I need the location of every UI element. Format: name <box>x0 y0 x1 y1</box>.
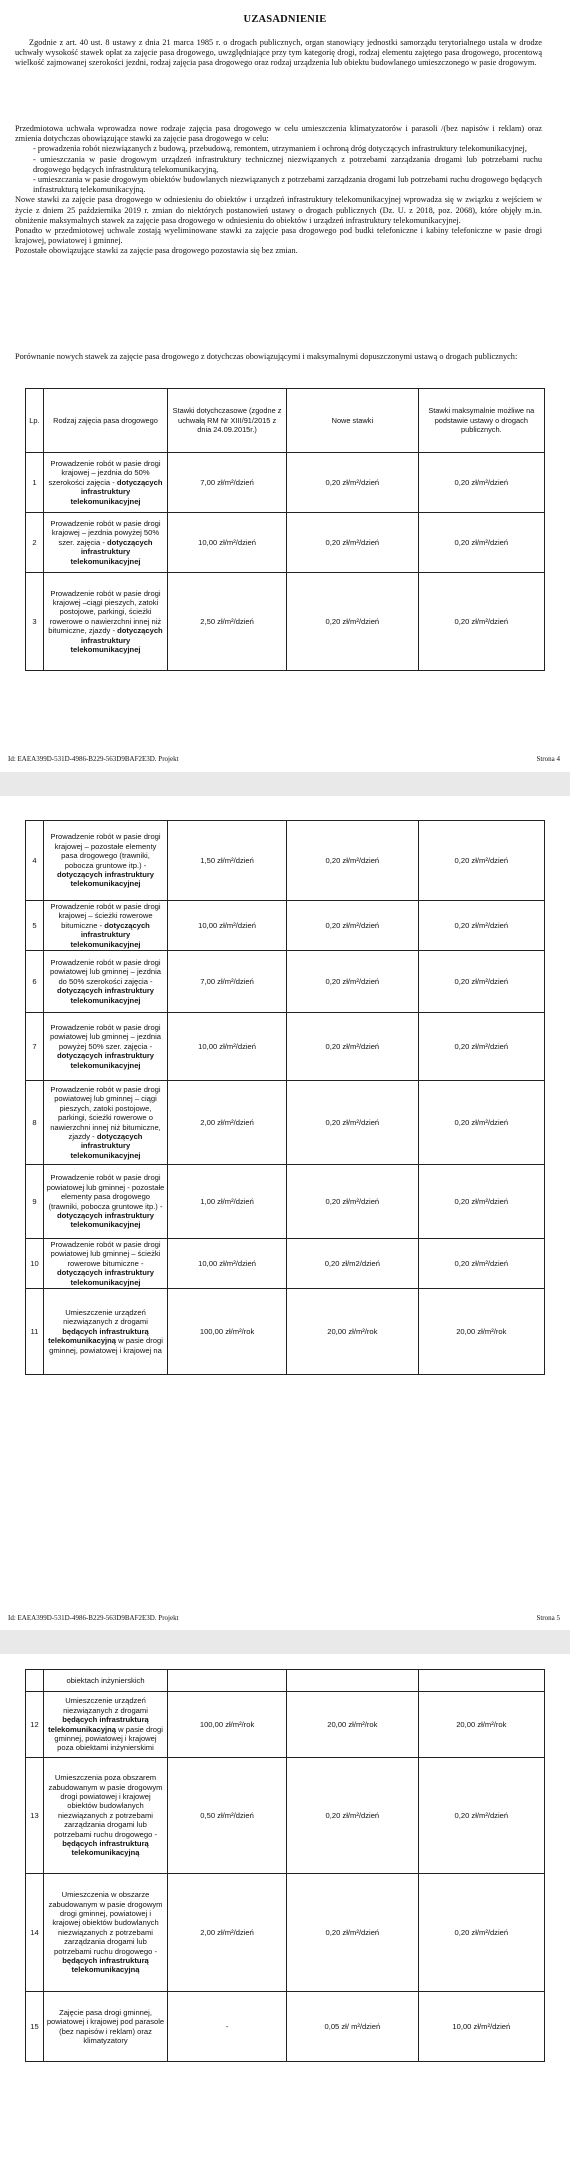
cell-lp: 3 <box>26 573 44 671</box>
cell-rodzaj-bold: będących infrastrukturą telekomunikacyjną <box>62 1839 149 1858</box>
cell-rodzaj-bold: dotyczących infrastruktury telekomunikacyjnej <box>56 1051 155 1070</box>
page-3 <box>0 1655 570 2163</box>
cell-stawki-maksymalne <box>418 1670 544 1692</box>
cell-nowe-stawki: 20,00 zł/m²/rok <box>287 1692 419 1758</box>
cell-rodzaj <box>43 901 167 951</box>
cell-rodzaj <box>43 951 167 1013</box>
cell-stawki-maksymalne: 0,20 zł/m²/dzień <box>418 1081 544 1165</box>
cell-rodzaj-text: Zajęcie pasa drogi gminnej, powiatowej i krajowej pod parasole (bez napisów i reklam) oraz klimatyzatory <box>46 2007 165 2045</box>
cell-nowe-stawki <box>287 1670 419 1692</box>
cell-nowe-stawki: 0,20 zł/m²/dzień <box>287 1874 419 1992</box>
table-row <box>26 1081 545 1165</box>
cell-rodzaj-text: Prowadzenie robót w pasie drogi powiatowej lub gminnej - pozostałe elementy pasa drogowego (trawniki, pobocza gruntowe itp.) - <box>46 1173 165 1211</box>
cell-stawki-maksymalne: 0,20 zł/m²/dzień <box>418 821 544 901</box>
cell-rodzaj-bold: będących infrastrukturą telekomunikacyjną <box>48 1715 149 1734</box>
cell-rodzaj-text: Prowadzenie robót w pasie drogi krajowej – jezdnia powyżej 50% szer. zajęcia - <box>50 518 161 547</box>
header-rodzaj: Rodzaj zajęcia pasa drogowego <box>43 389 167 453</box>
page-divider <box>0 1630 570 1654</box>
rates-table-part-1 <box>25 388 545 671</box>
cell-stawki-maksymalne: 0,20 zł/m²/dzień <box>418 951 544 1013</box>
cell-lp: 7 <box>26 1013 44 1081</box>
cell-rodzaj-text: obiektach inżynierskich <box>66 1675 145 1685</box>
cell-nowe-stawki: 0,20 zł/m²/dzień <box>287 821 419 901</box>
table-row <box>26 1992 545 2062</box>
footer-page-number: Strona 5 <box>536 1614 560 1622</box>
cell-stawki-dotychczasowe: 2,00 zł/m²/dzień <box>168 1874 287 1992</box>
cell-nowe-stawki: 0,20 zł/m²/dzień <box>287 951 419 1013</box>
cell-rodzaj <box>43 1081 167 1165</box>
cell-rodzaj <box>43 573 167 671</box>
table-row <box>26 1874 545 1992</box>
header-lp: Lp. <box>26 389 44 453</box>
table-row <box>26 951 545 1013</box>
cell-stawki-maksymalne: 0,20 zł/m²/dzień <box>418 901 544 951</box>
cell-rodzaj-text: Umieszczenie urządzeń niezwiązanych z drogami <box>63 1308 148 1327</box>
cell-nowe-stawki: 0,20 zł/m²/dzień <box>287 453 419 513</box>
cell-rodzaj <box>43 513 167 573</box>
cell-nowe-stawki: 20,00 zł/m²/rok <box>287 1289 419 1375</box>
cell-lp: 6 <box>26 951 44 1013</box>
change-item-2: - umieszczania w pasie drogowym urządzeń infrastruktury technicznej niezwiązanych z potrzebami zarządzania drogami lub potrzebami ruchu drogowego będących infrastrukturą telekomunikacyjną, <box>33 154 542 174</box>
table-row <box>26 901 545 951</box>
rates-table-part-2 <box>25 820 545 1375</box>
cell-rodzaj-text: Prowadzenie robót w pasie drogi krajowej – jezdnia do 50% szerokości zajęcia - <box>48 458 161 487</box>
cell-rodzaj-bold: dotyczących infrastruktury telekomunikacyjnej <box>70 477 163 506</box>
footer-page-number: Strona 4 <box>536 755 560 763</box>
table-header-row <box>26 389 545 453</box>
change-item-3: - umieszczania w pasie drogowym obiektów budowlanych niezwiązanych z potrzebami zarządzania drogami lub potrzebami ruchu drogowego będących infrastrukturą telekomunikacyjną. <box>33 175 542 195</box>
cell-rodzaj-text: Umieszczenia poza obszarem zabudowanym w pasie drogowym drogi powiatowej i krajowej obiektów budowlanych niezwiązanych z potrzebami zarządzania drogami lub potrzebami ruchu drogowego - <box>48 1773 163 1839</box>
cell-lp <box>26 1670 44 1692</box>
intro-text: Zgodnie z art. 40 ust. 8 ustawy z dnia 21 marca 1985 r. o drogach publicznych, organ stanowiący jednostki samorządu terytorialnego ustala w drodze uchwały wysokość stawek opłat za zajęcie pasa drogowego, uwzględniające przy tym kategorię drogi, rodzaj elementu zajętego pasa drogowego, procentową wielkość zajmowanej szerokości jezdni, rodzaj zajęcia pasa drogowego oraz rodzaj urządzenia lub obiektu budowlanego umieszczonego w pasie drogowym. <box>15 38 542 68</box>
cell-stawki-dotychczasowe: 2,00 zł/m²/dzień <box>168 1081 287 1165</box>
cell-rodzaj <box>43 1874 167 1992</box>
change-lead: Przedmiotowa uchwała wprowadza nowe rodzaje zajęcia pasa drogowego w celu umieszczenia klimatyzatorów i parasoli /(bez napisów i reklam) oraz zmienia dotychczas obowiązujące stawki za zajęcie pasa drogowego w celu: <box>15 124 542 144</box>
table-row <box>26 1289 545 1375</box>
cell-stawki-dotychczasowe: 7,00 zł/m²/dzień <box>168 951 287 1013</box>
table-row <box>26 1165 545 1239</box>
cell-stawki-dotychczasowe <box>168 1670 287 1692</box>
cell-rodzaj <box>43 1013 167 1081</box>
cell-rodzaj-bold: będących infrastrukturą telekomunikacyjną <box>48 1326 149 1346</box>
header-nowe-stawki: Nowe stawki <box>287 389 419 453</box>
header-stawki-maksymalne: Stawki maksymalnie możliwe na podstawie ustawy o drogach publicznych. <box>418 389 544 453</box>
cell-rodzaj-bold: będących infrastrukturą telekomunikacyjną <box>62 1956 149 1975</box>
cell-rodzaj <box>43 1289 167 1375</box>
cell-rodzaj <box>43 1692 167 1758</box>
cell-stawki-maksymalne: 0,20 zł/m²/dzień <box>418 453 544 513</box>
cell-nowe-stawki: 0,20 zł/m²/dzień <box>287 901 419 951</box>
table-row <box>26 453 545 513</box>
cell-nowe-stawki: 0,20 zł/m²/dzień <box>287 1165 419 1239</box>
cell-rodzaj-bold: dotyczących infrastruktury telekomunikacyjnej <box>70 537 153 566</box>
page-divider <box>0 772 570 796</box>
table-row <box>26 513 545 573</box>
cell-rodzaj-text: Prowadzenie robót w pasie drogi powiatowej lub gminnej – ciągi pieszych, zatoki postojowe, parkingi, ścieżki rowerowe o nawierzchni innej niż bitumiczne, zjazdy - <box>50 1084 161 1141</box>
change-item-1: - prowadzenia robót niezwiązanych z budową, przebudową, remontem, utrzymaniem i ochroną dróg dotyczących infrastruktury telekomunikacyjnej, <box>33 144 527 154</box>
cell-stawki-maksymalne: 0,20 zł/m²/dzień <box>418 1758 544 1874</box>
cell-rodzaj <box>43 453 167 513</box>
cell-rodzaj-text: Prowadzenie robót w pasie drogi powiatowej lub gminnej – jezdnia powyżej 50% szer. zajęcia - <box>49 1023 162 1051</box>
cell-stawki-maksymalne: 0,20 zł/m²/dzień <box>418 1874 544 1992</box>
cell-lp: 12 <box>26 1692 44 1758</box>
cell-rodzaj-text: Prowadzenie robót w pasie drogi krajowej – ścieżki rowerowe bitumiczne - <box>50 902 161 930</box>
cell-rodzaj-bold: dotyczących infrastruktury telekomunikacyjnej <box>56 869 155 889</box>
intro-paragraph <box>15 38 542 69</box>
cell-rodzaj-text: Umieszczenie urządzeń niezwiązanych z drogami <box>63 1696 148 1715</box>
cell-rodzaj <box>43 1165 167 1239</box>
cell-rodzaj <box>43 821 167 901</box>
change-description <box>15 124 542 257</box>
cell-nowe-stawki: 0,20 zł/m²/dzień <box>287 573 419 671</box>
table-row <box>26 1758 545 1874</box>
cell-nowe-stawki: 0,05 zł/ m²/dzień <box>287 1992 419 2062</box>
cell-stawki-maksymalne: 0,20 zł/m²/dzień <box>418 1013 544 1081</box>
cell-rodzaj-bold: dotyczących infrastruktury telekomunikacyjnej <box>70 1131 143 1160</box>
phone-booths-paragraph: Ponadto w przedmiotowej uchwale zostają wyeliminowane stawki za zajęcie pasa drogowego pod budki telefoniczne i kabiny telefoniczne w pasie drogi krajowej, powiatowej i gminnej. <box>15 226 542 246</box>
header-stawki-dotychczasowe: Stawki dotychczasowe (zgodne z uchwałą RM Nr XIII/91/2015 z dnia 24.09.2015r.) <box>168 389 287 453</box>
cell-stawki-maksymalne: 0,20 zł/m²/dzień <box>418 513 544 573</box>
footer-id: Id: EAEA399D-531D-4986-B229-563D9BAF2E3D. Projekt <box>8 755 179 763</box>
cell-nowe-stawki: 0,20 zł/m²/dzień <box>287 1758 419 1874</box>
cell-nowe-stawki: 0,20 zł/m²/dzień <box>287 1013 419 1081</box>
cell-lp: 15 <box>26 1992 44 2062</box>
cell-stawki-maksymalne: 10,00 zł/m²/dzień <box>418 1992 544 2062</box>
cell-stawki-dotychczasowe: 1,50 zł/m²/dzień <box>168 821 287 901</box>
cell-rodzaj-text: Umieszczenia w obszarze zabudowanym w pasie drogowym drogi gminnej, powiatowej i krajowej obiektów budowlanych niezwiązanych z potrzebami zarządzania drogami lub potrzebami ruchu drogowego - <box>48 1890 163 1956</box>
cell-stawki-dotychczasowe: 0,50 zł/m²/dzień <box>168 1758 287 1874</box>
table-row <box>26 1013 545 1081</box>
cell-lp: 11 <box>26 1289 44 1375</box>
cell-stawki-dotychczasowe: 1,00 zł/m²/dzień <box>168 1165 287 1239</box>
table-row <box>26 1692 545 1758</box>
cell-rodzaj-suffix: w pasie drogi gminnej, powiatowej i krajowej poza obiektami inżynierskimi <box>54 1724 163 1753</box>
cell-stawki-dotychczasowe: 10,00 zł/m²/dzień <box>168 1013 287 1081</box>
cell-rodzaj-bold: dotyczących infrastruktury telekomunikacyjnej <box>70 626 163 655</box>
cell-nowe-stawki: 0,20 zł/m2/dzień <box>287 1239 419 1289</box>
cell-rodzaj <box>43 1239 167 1289</box>
cell-rodzaj-text: Prowadzenie robót w pasie drogi powiatowej lub gminnej – ścieżki rowerowe bitumiczne - <box>50 1240 161 1268</box>
cell-lp: 8 <box>26 1081 44 1165</box>
table-row <box>26 1670 545 1692</box>
cell-stawki-maksymalne: 0,20 zł/m²/dzień <box>418 1239 544 1289</box>
table-row <box>26 1239 545 1289</box>
cell-stawki-dotychczasowe: 2,50 zł/m²/dzień <box>168 573 287 671</box>
cell-nowe-stawki: 0,20 zł/m²/dzień <box>287 513 419 573</box>
cell-stawki-dotychczasowe: 10,00 zł/m²/dzień <box>168 1239 287 1289</box>
cell-lp: 14 <box>26 1874 44 1992</box>
remaining-rates-paragraph: Pozostałe obowiązujące stawki za zajęcie pasa drogowego pozostawia się bez zmian. <box>15 246 298 256</box>
table-row <box>26 821 545 901</box>
cell-stawki-maksymalne: 20,00 zł/m²/rok <box>418 1692 544 1758</box>
cell-rodzaj-text: Prowadzenie robót w pasie drogi powiatowej lub gminnej – jezdnia do 50% szerokości zajęcia - <box>49 958 162 986</box>
cell-rodzaj-bold: dotyczących infrastruktury telekomunikacyjnej <box>70 920 150 949</box>
footer-id: Id: EAEA399D-531D-4986-B229-563D9BAF2E3D. Projekt <box>8 1614 179 1622</box>
cell-lp: 2 <box>26 513 44 573</box>
cell-rodzaj-bold: dotyczących infrastruktury telekomunikacyjnej <box>56 1268 155 1287</box>
document-title: UZASADNIENIE <box>243 14 327 25</box>
cell-lp: 5 <box>26 901 44 951</box>
cell-stawki-maksymalne: 0,20 zł/m²/dzień <box>418 1165 544 1239</box>
cell-stawki-dotychczasowe: 10,00 zł/m²/dzień <box>168 513 287 573</box>
cell-stawki-dotychczasowe: 100,00 zł/m²/rok <box>168 1692 287 1758</box>
cell-rodzaj-text: Prowadzenie robót w pasie drogi krajowej – pozostałe elementy pasa drogowego (trawniki, pobocza gruntowe itp.) - <box>50 832 161 870</box>
cell-rodzaj-text: Prowadzenie robót w pasie drogi krajowej –ciągi pieszych, zatoki postojowe, parkingi, ścieżki rowerowe o nawierzchni innej niż bitumiczne, zjazdy - <box>48 588 162 636</box>
cell-rodzaj <box>43 1670 167 1692</box>
cell-lp: 1 <box>26 453 44 513</box>
new-rates-paragraph: Nowe stawki za zajęcie pasa drogowego w odniesieniu do obiektów i urządzeń infrastruktury telekomunikacyjnej wprowadza się w związku z wejściem w życie z dniem 25 października 2019 r. zmian do niektórych postanowień ustawy o drogach publicznych (Dz. U. z 2018, poz. 2068), które objęły m.in. obniżenie maksymalnych stawek za zajęcie pasa drogowego w odniesieniu do obiektów i urządzeń infrastruktury telekomunikacyjnej. <box>15 195 542 225</box>
comparison-intro <box>15 352 542 362</box>
cell-rodzaj <box>43 1992 167 2062</box>
page-1 <box>0 0 570 770</box>
cell-lp: 9 <box>26 1165 44 1239</box>
cell-lp: 10 <box>26 1239 44 1289</box>
comparison-text: Porównanie nowych stawek za zajęcie pasa drogowego z dotychczas obowiązującymi i maksymalnymi dopuszczonymi ustawą o drogach publicznych: <box>15 352 518 361</box>
table-row <box>26 573 545 671</box>
cell-stawki-maksymalne: 0,20 zł/m²/dzień <box>418 573 544 671</box>
cell-nowe-stawki: 0,20 zł/m²/dzień <box>287 1081 419 1165</box>
cell-rodzaj <box>43 1758 167 1874</box>
cell-lp: 4 <box>26 821 44 901</box>
rates-table-part-3 <box>25 1669 545 2062</box>
cell-stawki-dotychczasowe: - <box>168 1992 287 2062</box>
cell-rodzaj-bold: dotyczących infrastruktury telekomunikacyjnej <box>56 1210 155 1230</box>
cell-rodzaj-suffix: w pasie drogi gminnej, powiatowej i krajowej na <box>49 1336 163 1355</box>
cell-stawki-maksymalne: 20,00 zł/m²/rok <box>418 1289 544 1375</box>
page-2 <box>0 800 570 1630</box>
cell-stawki-dotychczasowe: 10,00 zł/m²/dzień <box>168 901 287 951</box>
cell-stawki-dotychczasowe: 100,00 zł/m²/rok <box>168 1289 287 1375</box>
cell-stawki-dotychczasowe: 7,00 zł/m²/dzień <box>168 453 287 513</box>
cell-rodzaj-bold: dotyczących infrastruktury telekomunikacyjnej <box>56 986 155 1005</box>
cell-lp: 13 <box>26 1758 44 1874</box>
